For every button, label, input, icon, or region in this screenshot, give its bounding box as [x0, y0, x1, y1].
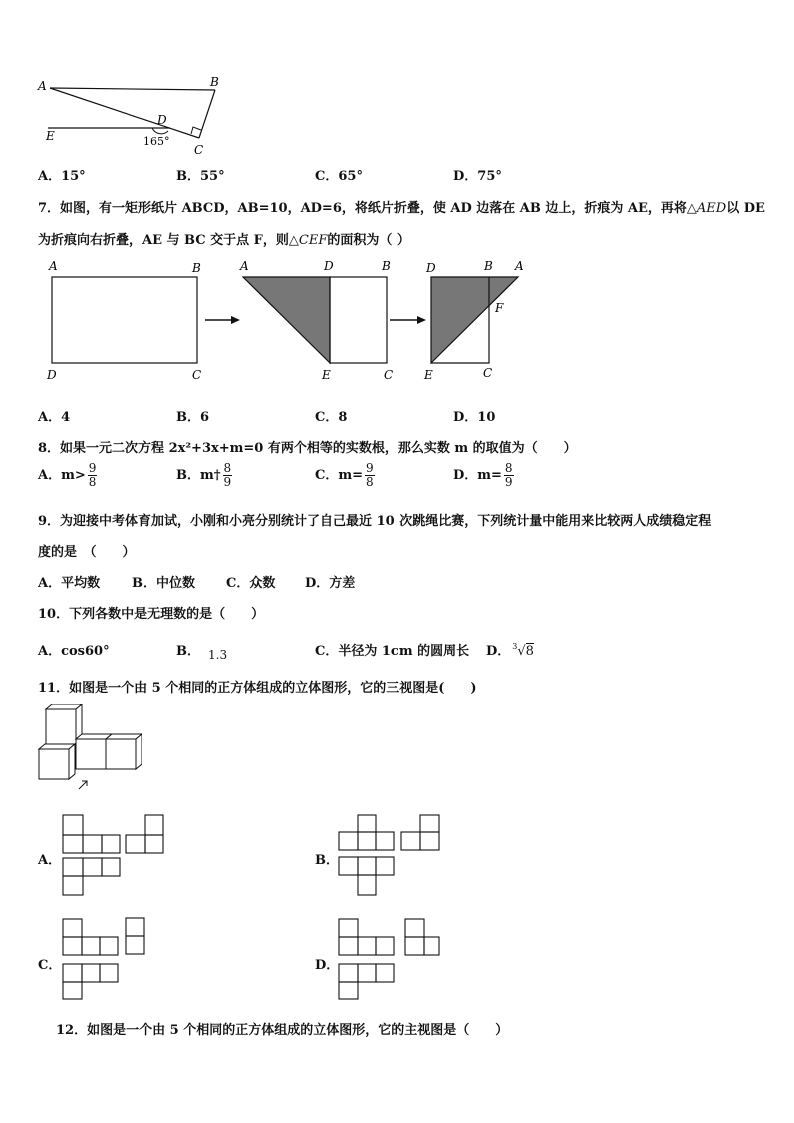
q11-option-a[interactable]: A． [38, 853, 62, 868]
q9-stem-line2: 度的是 （ ） [38, 545, 136, 560]
q7-fig2-label-c: C [384, 368, 394, 382]
q9-option-b[interactable]: B．中位数 [132, 576, 195, 591]
q11-option-c[interactable]: C． [38, 958, 62, 973]
q11-stem: 11．如图是一个由 5 个相同的正方体组成的立体图形，它的三视图是( ) [38, 681, 477, 696]
q6-label-a: A [38, 79, 47, 93]
q6-right-angle [191, 127, 201, 134]
q7-option-c[interactable]: C．8 [315, 410, 348, 425]
q7-fig1-rect [52, 277, 197, 363]
q6-label-d: D [157, 113, 167, 127]
q6-option-b[interactable]: B．55° [176, 169, 225, 184]
q8-option-b-fraction: $\frac{8}{9}$ [223, 461, 232, 489]
q9-option-a[interactable]: A．平均数 [38, 576, 101, 591]
q7-fig3-label-f: F [495, 301, 504, 315]
q9-stem-line1: 9．为迎接中考体育加试，小刚和小亮分别统计了自己最近 10 次跳绳比赛，下列统计量中能用来比较两人成绩稳定程 [38, 514, 712, 529]
q7-fig2-shaded [243, 277, 330, 363]
q6-option-d[interactable]: D．75° [453, 169, 502, 184]
q10-stem: 10．下列各数中是无理数的是（ ） [38, 607, 265, 622]
q11-solid-figure [36, 704, 142, 796]
q9-option-d[interactable]: D．方差 [305, 576, 356, 591]
q10-option-a[interactable]: A．cos60° [38, 644, 110, 659]
q11-option-d-views[interactable] [334, 914, 444, 1004]
q6-option-c[interactable]: C．65° [315, 169, 363, 184]
q7-fig3-label-d: D [426, 261, 436, 275]
q8-stem: 8．如果一元二次方程 2x²+3x+m=0 有两个相等的实数根，那么实数 m 的取值为（ ） [38, 441, 577, 456]
q7-fig3-label-e: E [424, 368, 433, 382]
q6-label-c: C [194, 143, 204, 157]
q7-fig1-label-d: D [47, 368, 57, 382]
q7-fig3-shaded [431, 277, 518, 363]
q7-fig3-label-b: B [484, 259, 493, 273]
q7-fig2-label-b: B [382, 259, 391, 273]
q7-option-b[interactable]: B．6 [176, 410, 210, 425]
q7-fig1-label-a: A [49, 259, 58, 273]
q6-line-ac [50, 88, 199, 138]
q6-option-a[interactable]: A．15° [38, 169, 86, 184]
q12-stem: 12．如图是一个由 5 个相同的正方体组成的立体图形，它的主视图是（ ） [56, 1023, 509, 1038]
q6-label-e: E [46, 129, 55, 143]
q11-option-a-views[interactable] [58, 810, 168, 900]
q8-option-b[interactable]: B．m† $\frac{8}{9}$ [176, 461, 232, 489]
q7-fig3-label-a: A [515, 259, 524, 273]
q8-option-a[interactable]: A．m> $\frac{9}{8}$ [38, 461, 97, 489]
q10-option-b[interactable]: B． 1.3 [176, 644, 228, 662]
q9-option-c[interactable]: C．众数 [226, 576, 276, 591]
q7-fig1-label-b: B [192, 261, 201, 275]
q6-angle-arc [152, 128, 168, 134]
q7-arrow2-head [417, 316, 426, 324]
q8-option-d-fraction: $\frac{8}{9}$ [504, 461, 513, 489]
q11-option-d[interactable]: D． [315, 958, 340, 973]
q8-option-c-fraction: $\frac{9}{8}$ [366, 461, 374, 489]
q7-option-a[interactable]: A．4 [38, 410, 71, 425]
q10-option-d[interactable]: D． $^3$√8 [486, 642, 534, 659]
q11-option-b-views[interactable] [334, 810, 444, 900]
q6-figure [30, 72, 230, 162]
q6-line-bc [199, 90, 215, 138]
q7-fig2-label-e: E [322, 368, 331, 382]
q10-option-c[interactable]: C．半径为 1cm 的圆周长 [315, 644, 470, 659]
q6-line-ab [50, 88, 215, 90]
q7-arrow1-head [231, 316, 240, 324]
q7-fig2-rect [330, 277, 387, 363]
q11-option-c-views[interactable] [58, 914, 168, 1004]
q8-option-c[interactable]: C．m= $\frac{9}{8}$ [315, 461, 374, 489]
q7-fig3-label-c: C [483, 366, 493, 380]
q8-option-a-fraction: $\frac{9}{8}$ [88, 461, 97, 489]
q6-label-angle: 165° [143, 135, 170, 148]
q8-option-d[interactable]: D．m= $\frac{8}{9}$ [453, 461, 513, 489]
q7-figure [40, 255, 540, 385]
q7-stem-line1: 7．如图，有一矩形纸片 ABCD，AB=10，AD=6，将纸片折叠，使 AD 边落在 AB 边上，折痕为 AE，再将△AED以 DE [38, 201, 765, 216]
q7-fig2-label-a: A [240, 259, 249, 273]
q7-fig2-label-d: D [324, 259, 334, 273]
q7-stem-line2: 为折痕向右折叠，AE 与 BC 交于点 F，则△CEF的面积为（ ） [38, 233, 410, 248]
q7-fig1-label-c: C [192, 368, 202, 382]
q7-option-d[interactable]: D．10 [453, 410, 496, 425]
q11-option-b[interactable]: B． [315, 853, 339, 868]
q6-label-b: B [210, 75, 219, 89]
